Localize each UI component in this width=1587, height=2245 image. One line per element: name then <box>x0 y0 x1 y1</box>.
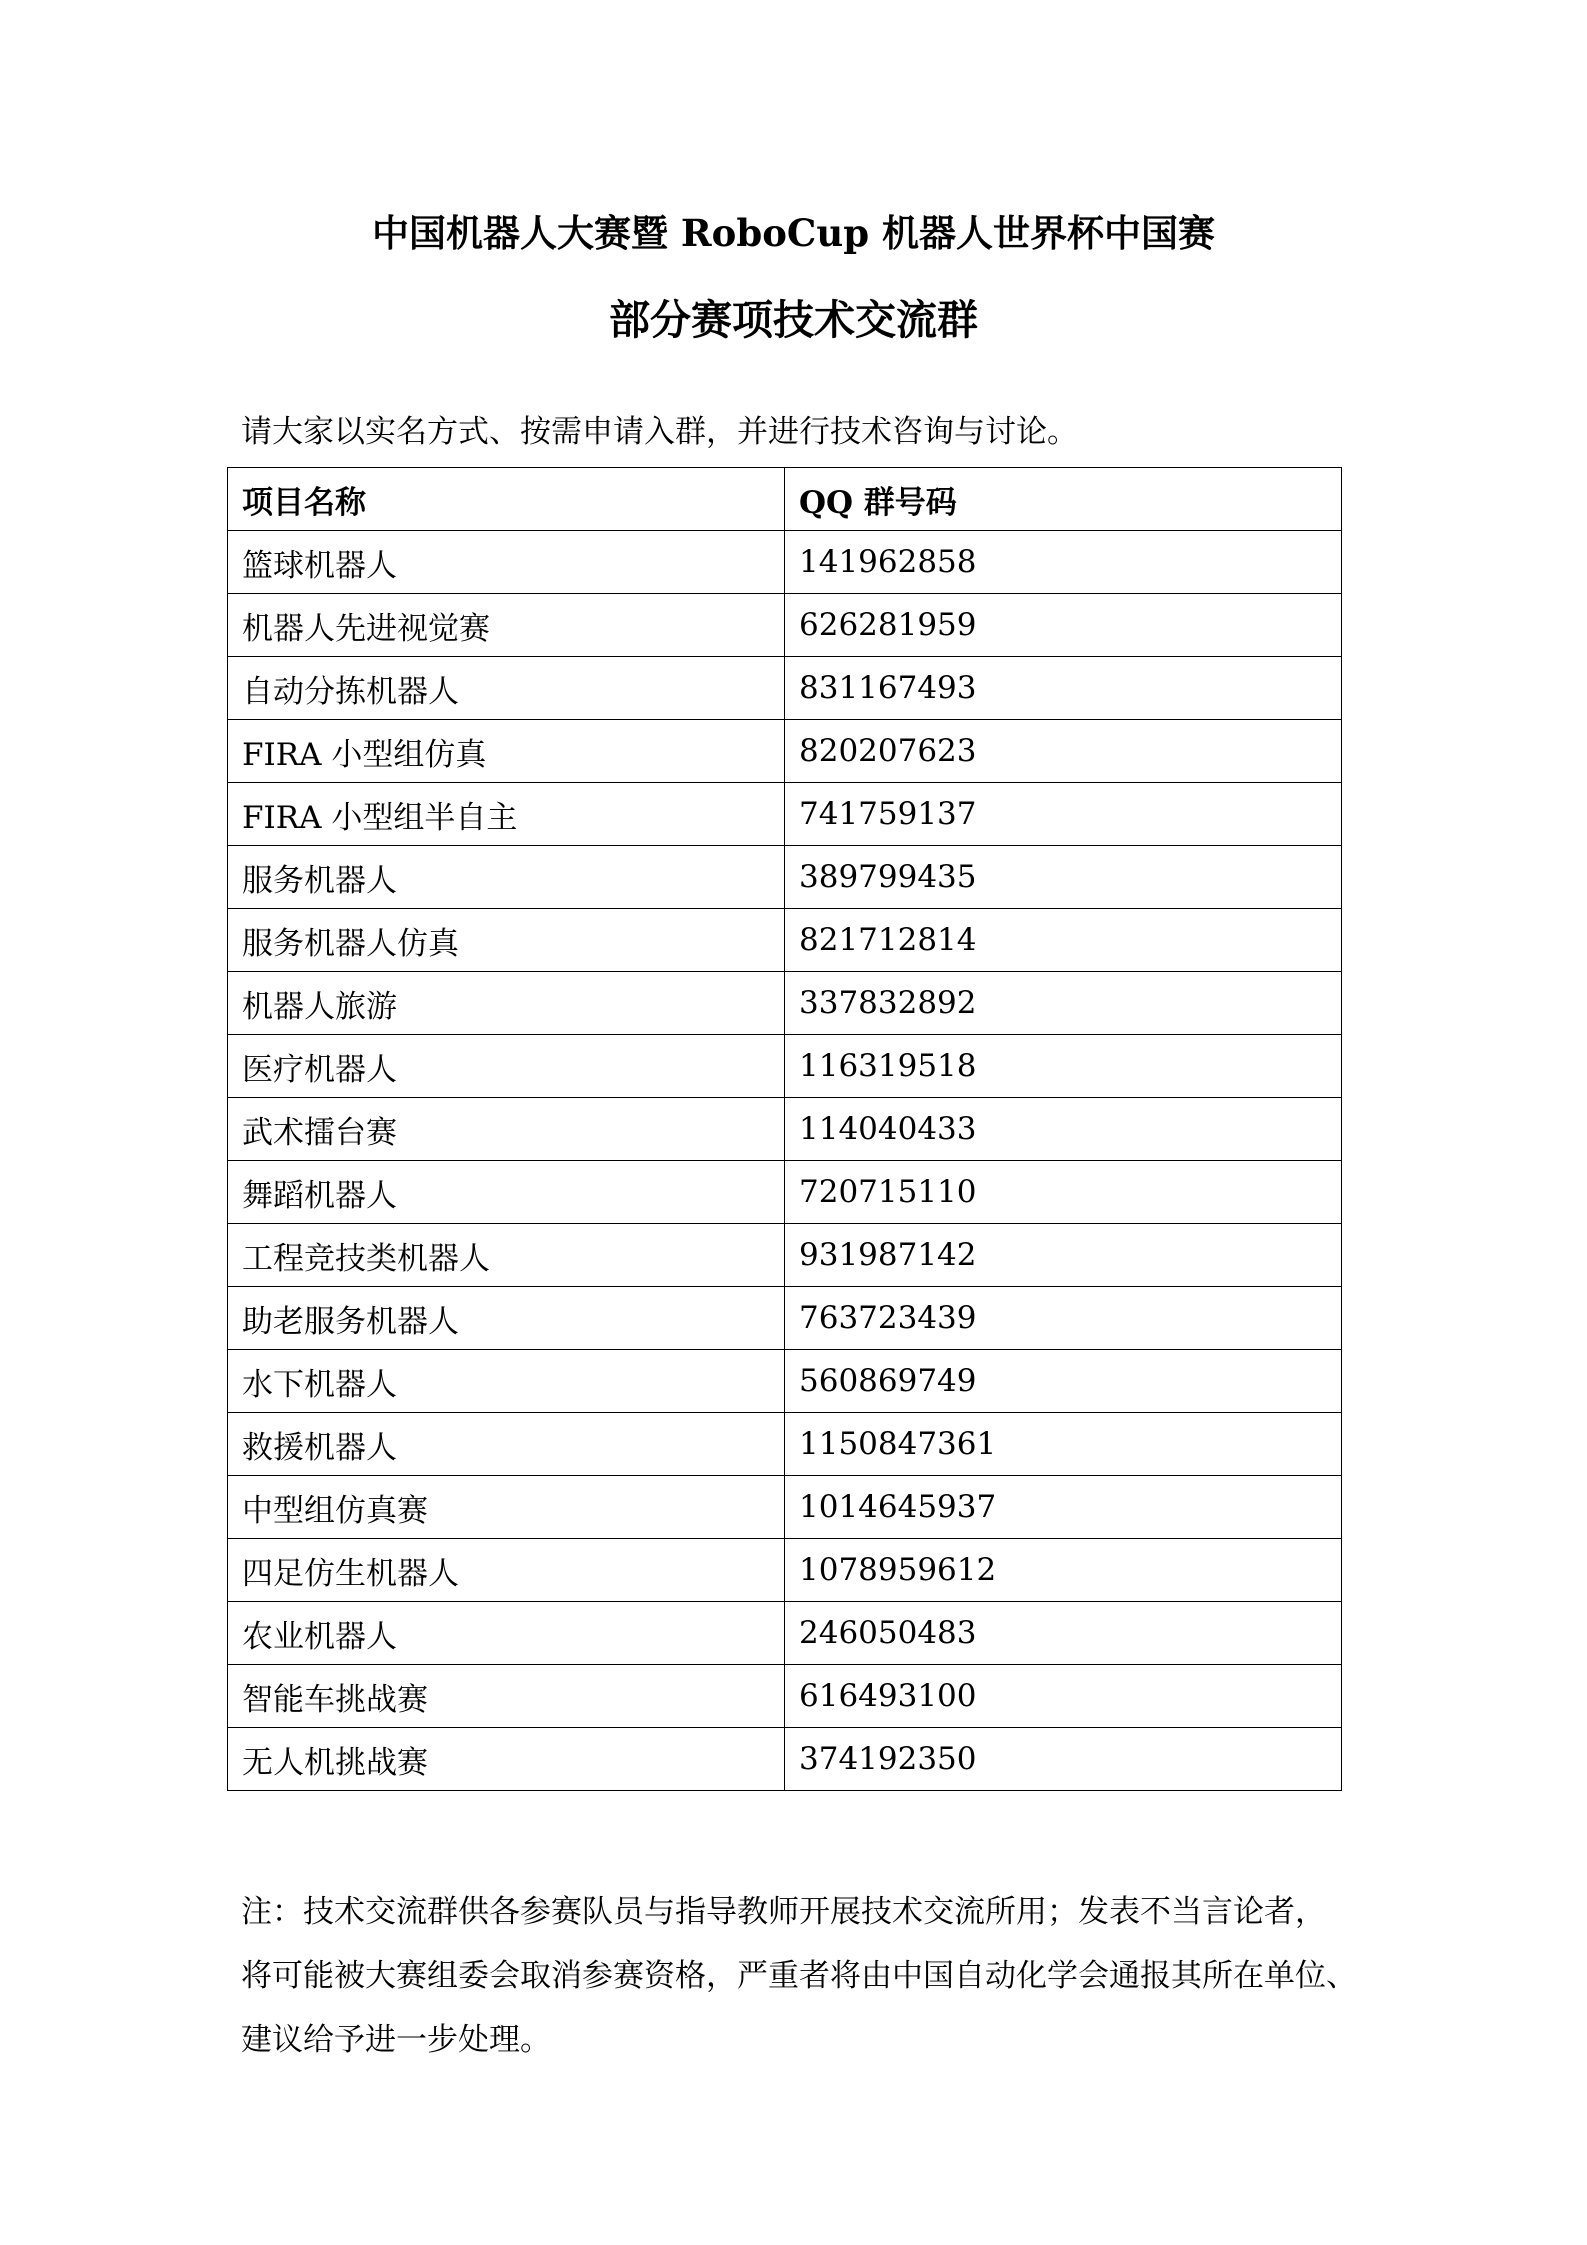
table-header-row <box>228 468 1342 531</box>
column-header-project: 项目名称 <box>228 468 785 531</box>
table-row <box>228 1350 1342 1413</box>
project-name-cell: FIRA 小型组仿真 <box>228 720 785 783</box>
qq-group-table <box>227 467 1342 1791</box>
project-name-cell: 农业机器人 <box>228 1602 785 1665</box>
table-row <box>228 1287 1342 1350</box>
project-name-cell: 水下机器人 <box>228 1350 785 1413</box>
qq-number-cell: 337832892 <box>785 972 1342 1035</box>
table-row <box>228 1728 1342 1791</box>
table-body <box>228 531 1342 1791</box>
table-row <box>228 1602 1342 1665</box>
project-name-cell: 服务机器人仿真 <box>228 909 785 972</box>
note-paragraph <box>241 1880 1381 2072</box>
table-row <box>228 1035 1342 1098</box>
table-row <box>228 1161 1342 1224</box>
table-row <box>228 846 1342 909</box>
qq-number-cell: 116319518 <box>785 1035 1342 1098</box>
note-line: 建议给予进一步处理。 <box>241 2022 551 2058</box>
table-row <box>228 1098 1342 1161</box>
intro-text: 请大家以实名方式、按需申请入群，并进行技术咨询与讨论。 <box>241 414 1078 450</box>
note-line: 将可能被大赛组委会取消参赛资格，严重者将由中国自动化学会通报其所在单位、 <box>241 1958 1357 1994</box>
table-row <box>228 1476 1342 1539</box>
project-name-cell: 篮球机器人 <box>228 531 785 594</box>
table-row <box>228 1413 1342 1476</box>
project-name-cell: 无人机挑战赛 <box>228 1728 785 1791</box>
project-name-cell: 中型组仿真赛 <box>228 1476 785 1539</box>
qq-number-cell: 1014645937 <box>785 1476 1342 1539</box>
project-name-cell: 自动分拣机器人 <box>228 657 785 720</box>
qq-number-cell: 1078959612 <box>785 1539 1342 1602</box>
qq-number-cell: 741759137 <box>785 783 1342 846</box>
project-name-cell: 机器人先进视觉赛 <box>228 594 785 657</box>
document-subtitle: 部分赛项技术交流群 <box>609 296 978 344</box>
table-row <box>228 1224 1342 1287</box>
table-row <box>228 594 1342 657</box>
project-name-cell: 助老服务机器人 <box>228 1287 785 1350</box>
table-row <box>228 720 1342 783</box>
qq-number-cell: 820207623 <box>785 720 1342 783</box>
qq-number-cell: 616493100 <box>785 1665 1342 1728</box>
document-title: 中国机器人大赛暨 RoboCup 机器人世界杯中国赛 <box>372 211 1215 255</box>
project-name-cell: 救援机器人 <box>228 1413 785 1476</box>
project-name-cell: 智能车挑战赛 <box>228 1665 785 1728</box>
qq-number-cell: 720715110 <box>785 1161 1342 1224</box>
project-name-cell: 医疗机器人 <box>228 1035 785 1098</box>
project-name-cell: 工程竞技类机器人 <box>228 1224 785 1287</box>
column-header-qq-number: QQ 群号码 <box>785 468 1342 531</box>
project-name-cell: 机器人旅游 <box>228 972 785 1035</box>
table-row <box>228 1665 1342 1728</box>
table-row <box>228 657 1342 720</box>
table-row <box>228 972 1342 1035</box>
qq-number-cell: 114040433 <box>785 1098 1342 1161</box>
project-name-cell: 武术擂台赛 <box>228 1098 785 1161</box>
qq-number-cell: 389799435 <box>785 846 1342 909</box>
qq-number-cell: 246050483 <box>785 1602 1342 1665</box>
qq-number-cell: 626281959 <box>785 594 1342 657</box>
table-row <box>228 909 1342 972</box>
qq-number-cell: 931987142 <box>785 1224 1342 1287</box>
note-line: 注：技术交流群供各参赛队员与指导教师开展技术交流所用；发表不当言论者， <box>241 1894 1326 1930</box>
qq-number-cell: 374192350 <box>785 1728 1342 1791</box>
qq-number-cell: 560869749 <box>785 1350 1342 1413</box>
qq-number-cell: 831167493 <box>785 657 1342 720</box>
qq-number-cell: 763723439 <box>785 1287 1342 1350</box>
project-name-cell: 舞蹈机器人 <box>228 1161 785 1224</box>
project-name-cell: 四足仿生机器人 <box>228 1539 785 1602</box>
qq-number-cell: 141962858 <box>785 531 1342 594</box>
project-name-cell: FIRA 小型组半自主 <box>228 783 785 846</box>
table-row <box>228 531 1342 594</box>
qq-number-cell: 1150847361 <box>785 1413 1342 1476</box>
project-name-cell: 服务机器人 <box>228 846 785 909</box>
table-row <box>228 1539 1342 1602</box>
qq-number-cell: 821712814 <box>785 909 1342 972</box>
table-row <box>228 783 1342 846</box>
